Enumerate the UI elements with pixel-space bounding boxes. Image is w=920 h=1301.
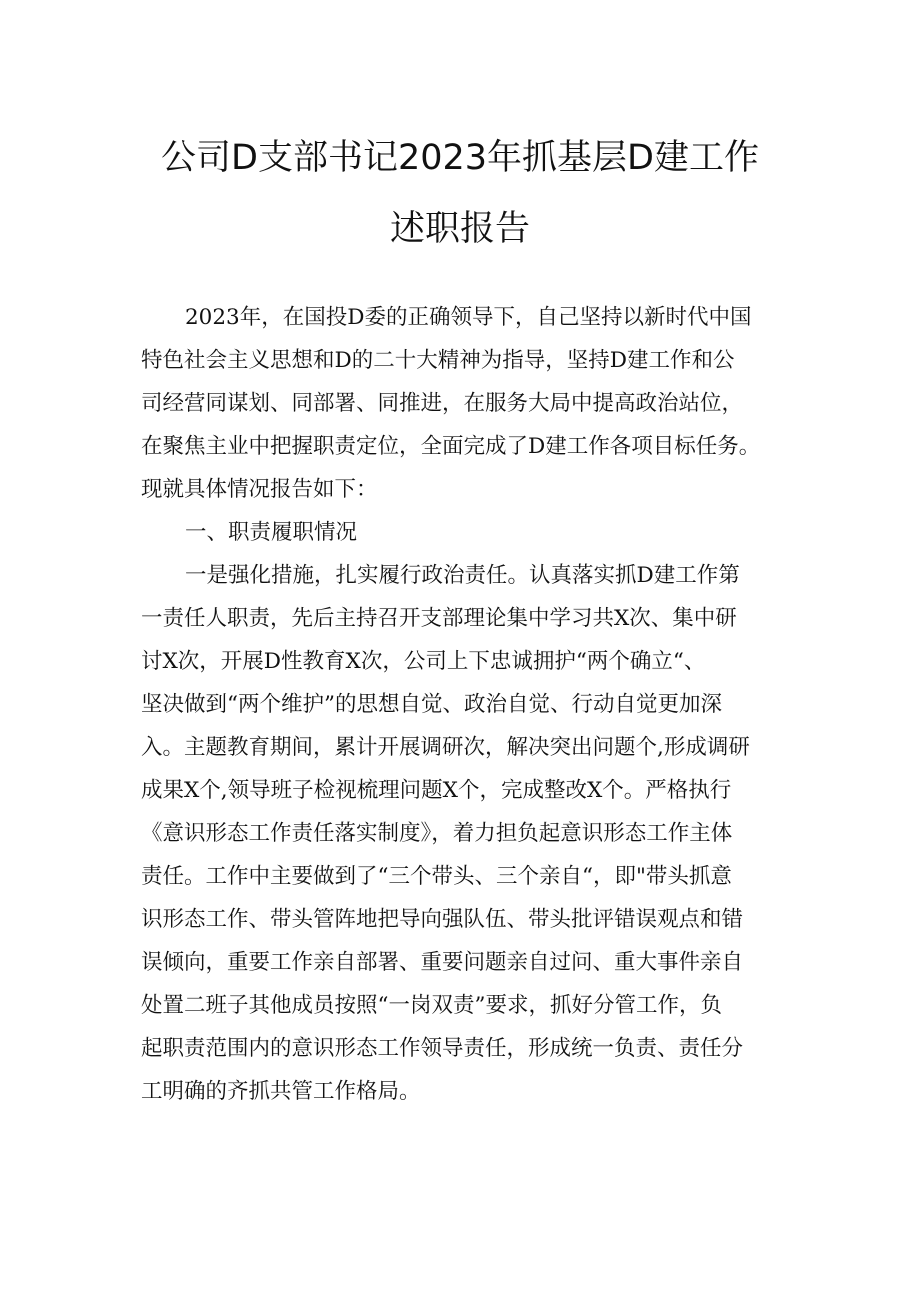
paragraph-line: 2023年，在国投D委的正确领导下，自己坚持以新时代中国 <box>185 305 752 330</box>
paragraph-line: 工明确的齐抓共管工作格局。 <box>141 1079 421 1104</box>
paragraph-line: 讨X次，开展D性教育X次，公司上下忠诚拥护“两个确立“、 <box>141 649 706 674</box>
report-title: 公司D支部书记2023年抓基层D建工作 <box>161 138 759 178</box>
paragraph-line: 误倾向，重要工作亲自部署、重要问题亲自过问、重大事件亲自 <box>141 950 744 975</box>
paragraph-line: 成果X个,领导班子检视梳理问题X个，完成整改X个。严格执行 <box>141 778 732 803</box>
paragraph-line: 在聚焦主业中把握职责定位，全面完成了D建工作各项目标任务。 <box>141 434 761 459</box>
paragraph-line: 处置二班子其他成员按照“一岗双责”要求，抓好分管工作，负 <box>141 993 722 1018</box>
paragraph-line: 坚决做到“两个维护”的思想自觉、政治自觉、行动自觉更加深 <box>141 692 722 717</box>
paragraph-line: 一责任人职责，先后主持召开支部理论集中学习共X次、集中研 <box>141 606 737 631</box>
paragraph-line: 起职责范围内的意识形态工作领导责任，形成统一负责、责任分 <box>141 1036 744 1061</box>
paragraph-line: 《意识形态工作责任落实制度》，着力担负起意识形态工作主体 <box>141 821 733 846</box>
paragraph-line: 一是强化措施，扎实履行政治责任。认真落实抓D建工作第 <box>185 563 740 588</box>
paragraph-line: 特色社会主义思想和D的二十大精神为指导，坚持D建工作和公 <box>141 348 735 373</box>
paragraph-line: 司经营同谋划、同部署、同推进，在服务大局中提高政治站位， <box>141 391 744 416</box>
section-heading: 一、职责履职情况 <box>185 520 358 545</box>
paragraph-line: 入。主题教育期间，累计开展调研次，解决突出问题个,形成调研 <box>141 735 750 760</box>
report-subtitle: 述职报告 <box>389 209 530 249</box>
paragraph-line: 识形态工作、带头管阵地把导向强队伍、带头批评错误观点和错 <box>141 907 744 932</box>
paragraph-line: 现就具体情况报告如下： <box>141 477 378 502</box>
paragraph-line: 责任。工作中主要做到了“三个带头、三个亲自“，即"带头抓意 <box>141 864 732 889</box>
